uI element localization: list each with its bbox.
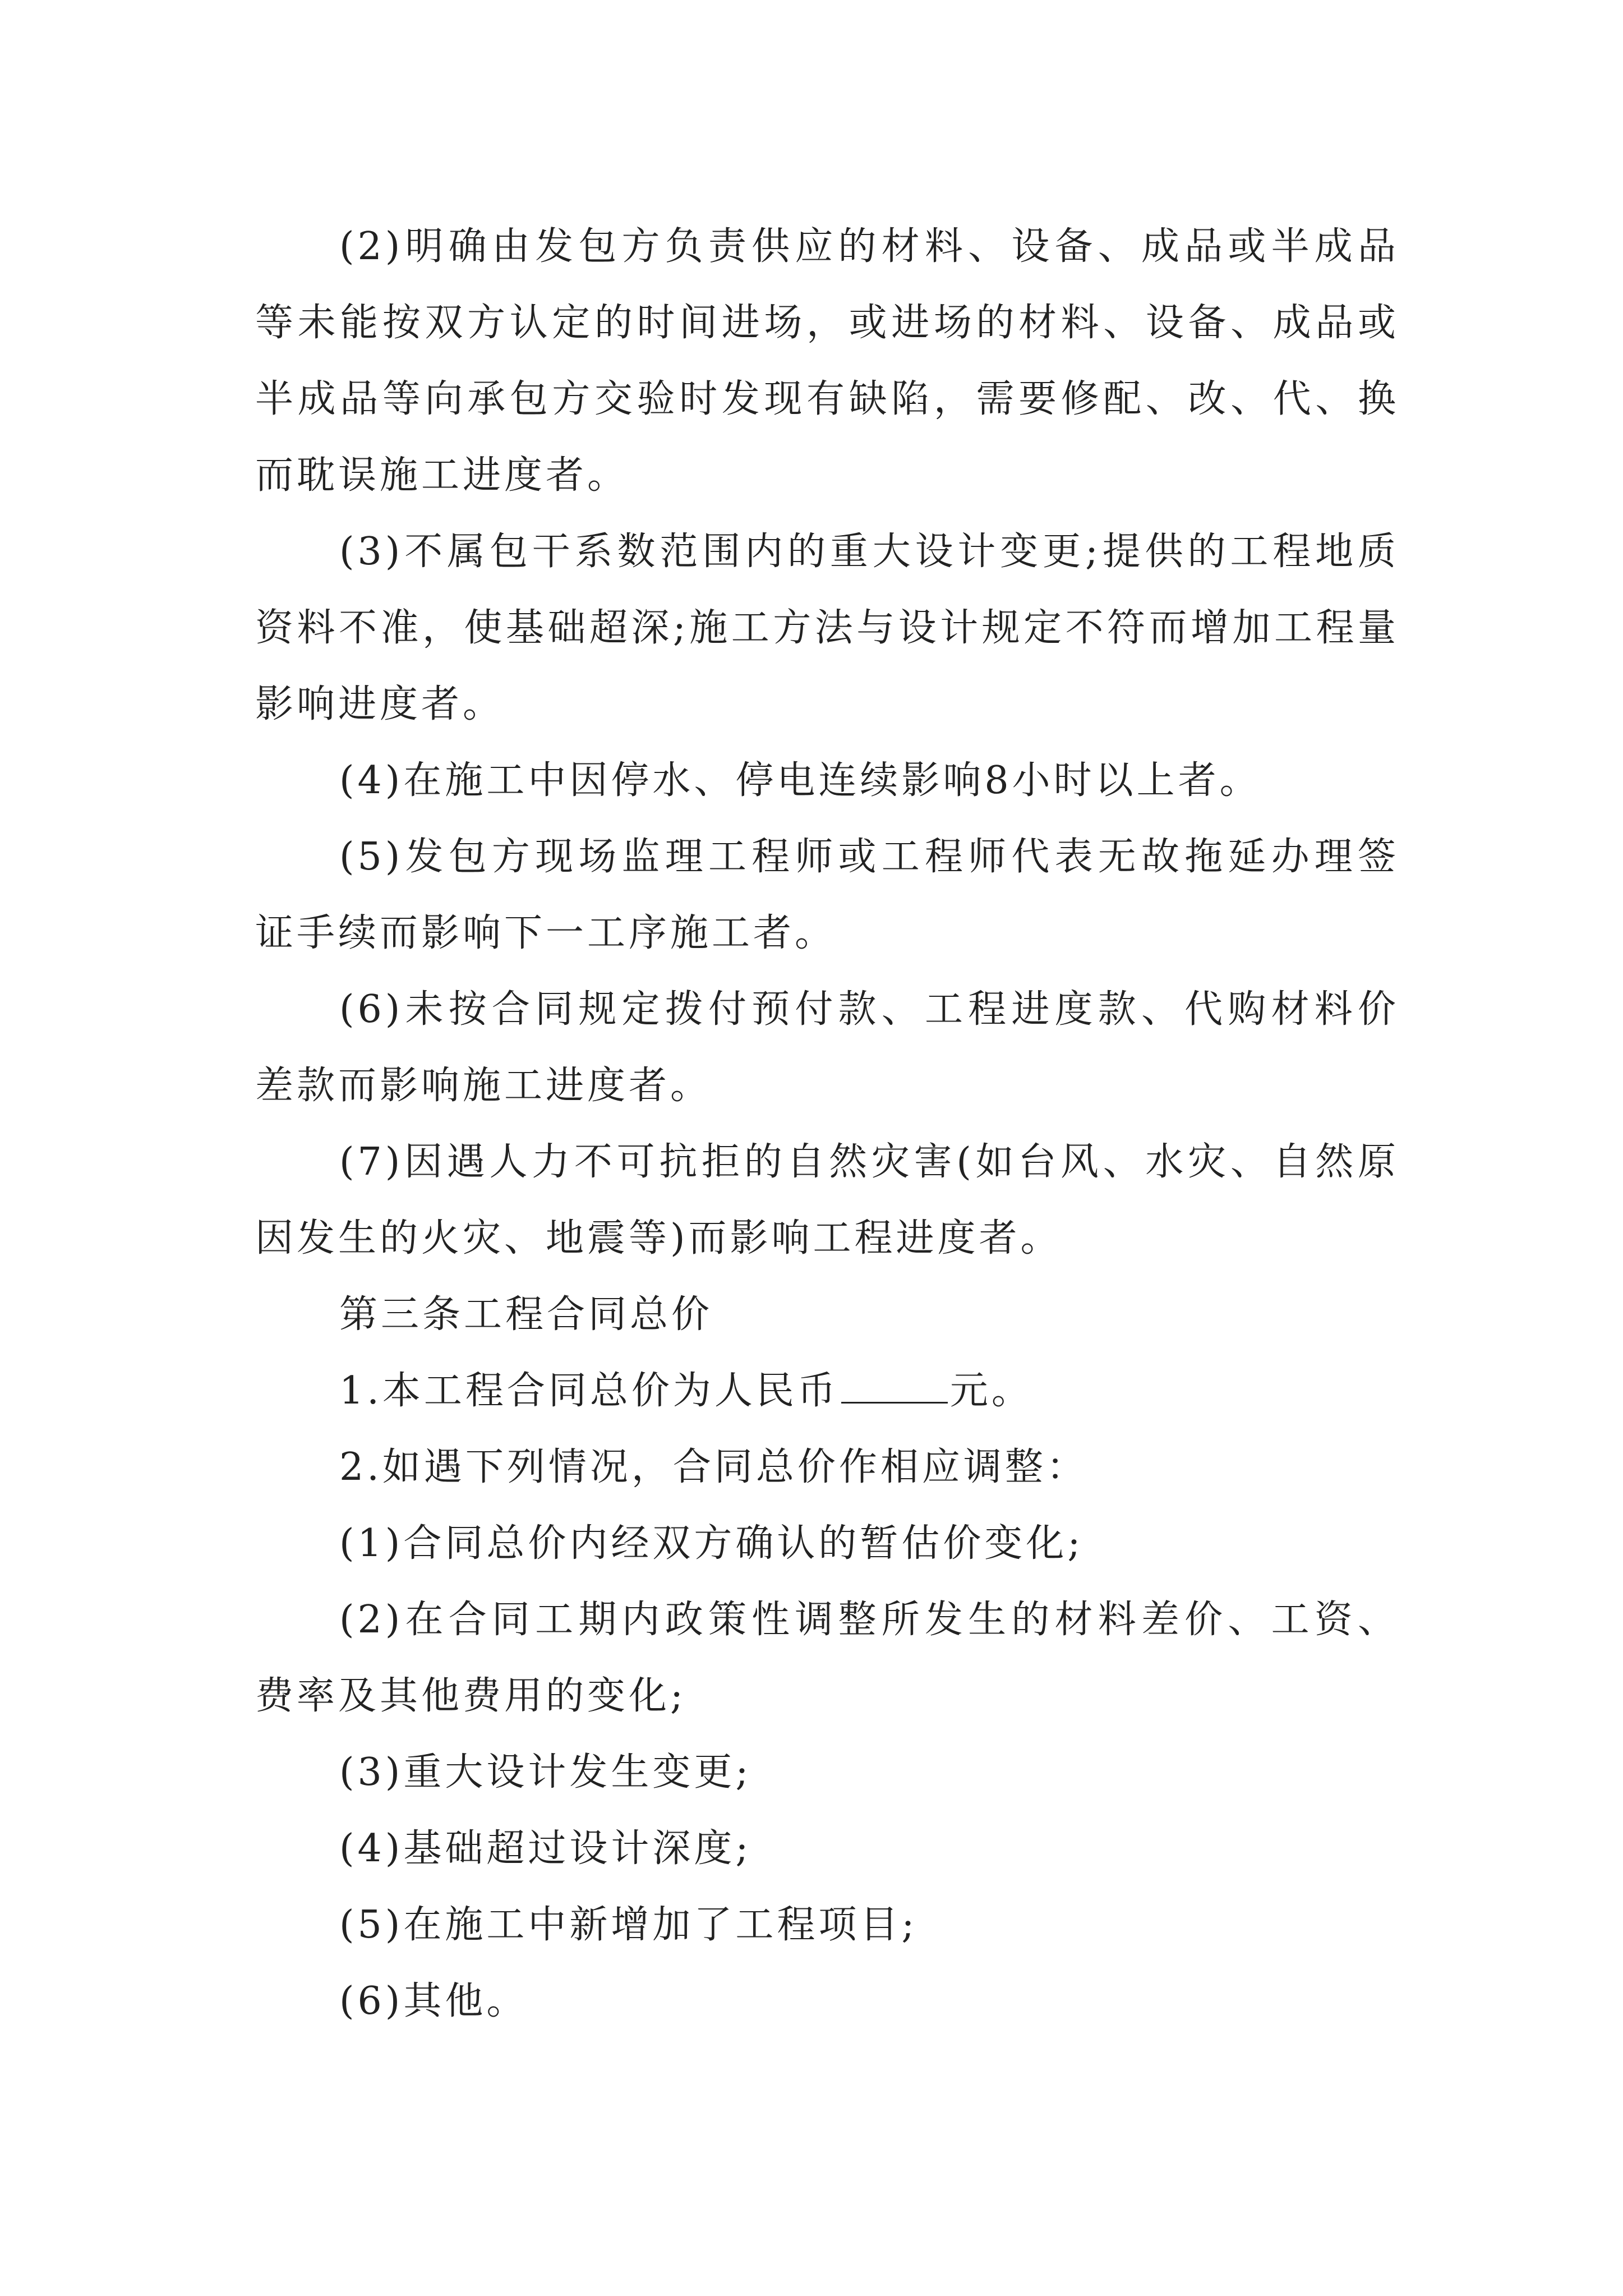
article-heading: 第三条工程合同总价	[339, 1292, 713, 1337]
adjustment-item-4: (4)基础超过设计深度;	[339, 1826, 752, 1871]
adjustment-item-3: (3)重大设计发生变更;	[339, 1750, 752, 1795]
paragraph-item-7: (7)因遇人力不可抗拒的自然灾害(如台风、水灾、自然原因发生的火灾、地震等)而影响工程进度者。	[255, 1140, 1399, 1260]
adjustment-item-2: (2)在合同工期内政策性调整所发生的材料差价、工资、费率及其他费用的变化;	[255, 1598, 1399, 1718]
paragraph-item-4: (4)在施工中因停水、停电连续影响8小时以上者。	[339, 758, 1261, 803]
paragraph-item-2: (2)明确由发包方负责供应的材料、设备、成品或半成品等未能按双方认定的时间进场，或进场的材料、设备、成品或半成品等向承包方交验时发现有缺陷，需要修配、改、代、换而耽误施工进度者。	[255, 224, 1399, 498]
total-price-line	[255, 1353, 1399, 1429]
total-price-suffix: 元。	[949, 1369, 1033, 1413]
adjustment-item-1: (1)合同总价内经双方确认的暂估价变化;	[339, 1521, 1084, 1566]
paragraph-item-5: (5)发包方现场监理工程师或工程师代表无故拖延办理签证手续而影响下一工序施工者。	[255, 835, 1399, 955]
paragraph-item-6: (6)未按合同规定拨付预付款、工程进度款、代购材料价差款而影响施工进度者。	[255, 987, 1399, 1108]
total-price-prefix: 1.本工程合同总价为人民币	[339, 1369, 839, 1413]
adjustment-item-5: (5)在施工中新增加了工程项目;	[339, 1903, 918, 1947]
paragraph-item-3: (3)不属包干系数范围内的重大设计变更;提供的工程地质资料不准，使基础超深;施工方法与设计规定不符而增加工程量影响进度者。	[255, 530, 1399, 726]
adjustment-item-6: (6)其他。	[339, 1979, 528, 2023]
adjustment-intro: 2.如遇下列情况，合同总价作相应调整：	[339, 1445, 1088, 1489]
document-body	[255, 209, 1399, 2040]
price-blank	[841, 1370, 948, 1404]
